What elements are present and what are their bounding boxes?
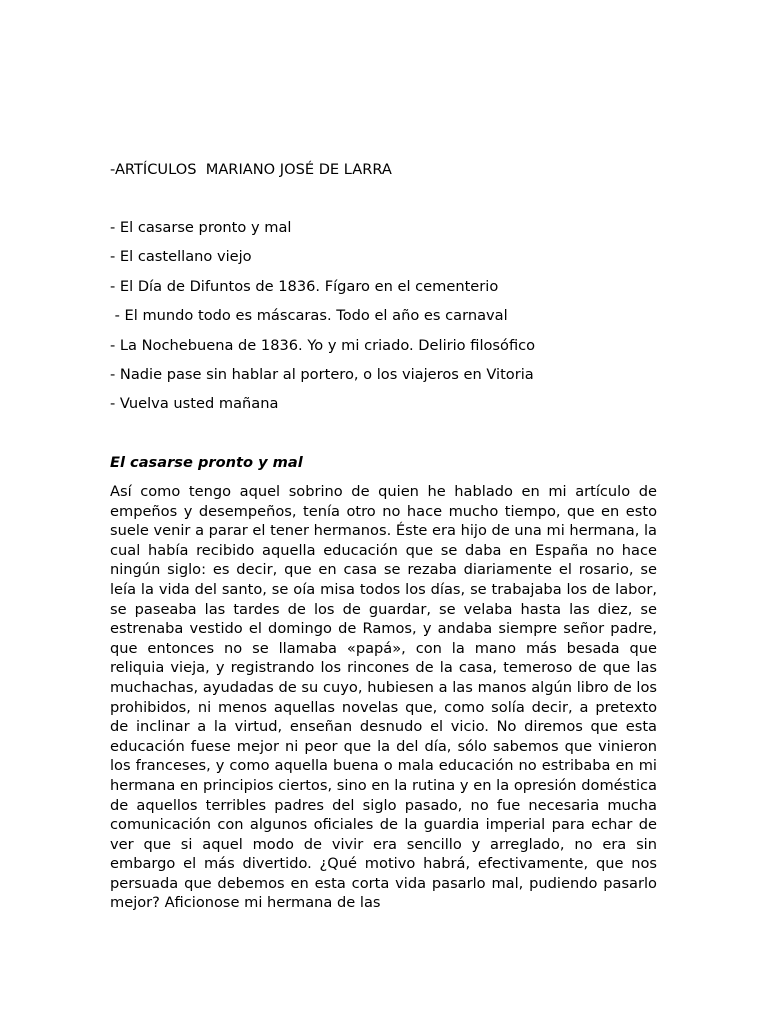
article-list-item: - El casarse pronto y mal <box>110 219 292 236</box>
article-list-item: - El Día de Difuntos de 1836. Fígaro en el cementerio <box>110 277 499 295</box>
body-paragraph: Así como tengo aquel sobrino de quien he hablado en mi artículo de empeños y desempeños, tenía otro no hace mucho tiempo, que en esto suele venir a parar el tener hermanos. Éste era hijo de una mi hermana, la cual había recibido aquella educación que se daba en España no hace ningún siglo: es decir, que en casa se rezaba diariamente el rosario, se leía la vida del santo, se oía misa todos los días, se trabajaba los de labor, se paseaba las tardes de los de guardar, se velaba hasta las diez, se estrenaba vestido el domingo de Ramos, y andaba siempre señor padre, que entonces no se llamaba «papá», con la mano más besada que reliquia vieja, y registrando los rincones de la casa, temeroso de que las muchachas, ayudadas de su cuyo, hubiesen a las manos algún libro de los prohibidos, ni menos aquellas novelas que, como solía decir, a pretexto de inclinar a la virtud, enseñan desnudo el vicio. No diremos que esta educación fuese mejor ni peor que la del día, sólo sabemos que vinieron los franceses, y como aquella buena o mala educación no estribaba en mi hermana en principios ciertos, sino en la rutina y en la opresión doméstica de aquellos terribles padres del siglo pasado, no fue necesaria mucha comunicación con algunos oficiales de la guardia imperial para echar de ver que si aquel modo de vivir era sencillo y arreglado, no era sin embargo el más divertido. ¿Qué motivo habrá, efectivamente, que nos persuada que debemos en esta corta vida pasarlo mal, pudiendo pasarlo mejor? Aficionose mi hermana de las <box>110 483 657 912</box>
article-list-item: - Vuelva usted mañana <box>110 395 279 413</box>
article-list-item: - El castellano viejo <box>110 248 252 266</box>
section-title: El casarse pronto y mal <box>110 454 303 471</box>
document-header: -ARTÍCULOS MARIANO JOSÉ DE LARRA <box>110 161 392 178</box>
article-list-item: - La Nochebuena de 1836. Yo y mi criado. Delirio filosófico <box>110 336 536 354</box>
article-list-item: - El mundo todo es máscaras. Todo el año es carnaval <box>110 307 508 325</box>
article-list <box>110 218 535 424</box>
article-list-item: - Nadie pase sin hablar al portero, o los viajeros en Vitoria <box>110 365 534 383</box>
